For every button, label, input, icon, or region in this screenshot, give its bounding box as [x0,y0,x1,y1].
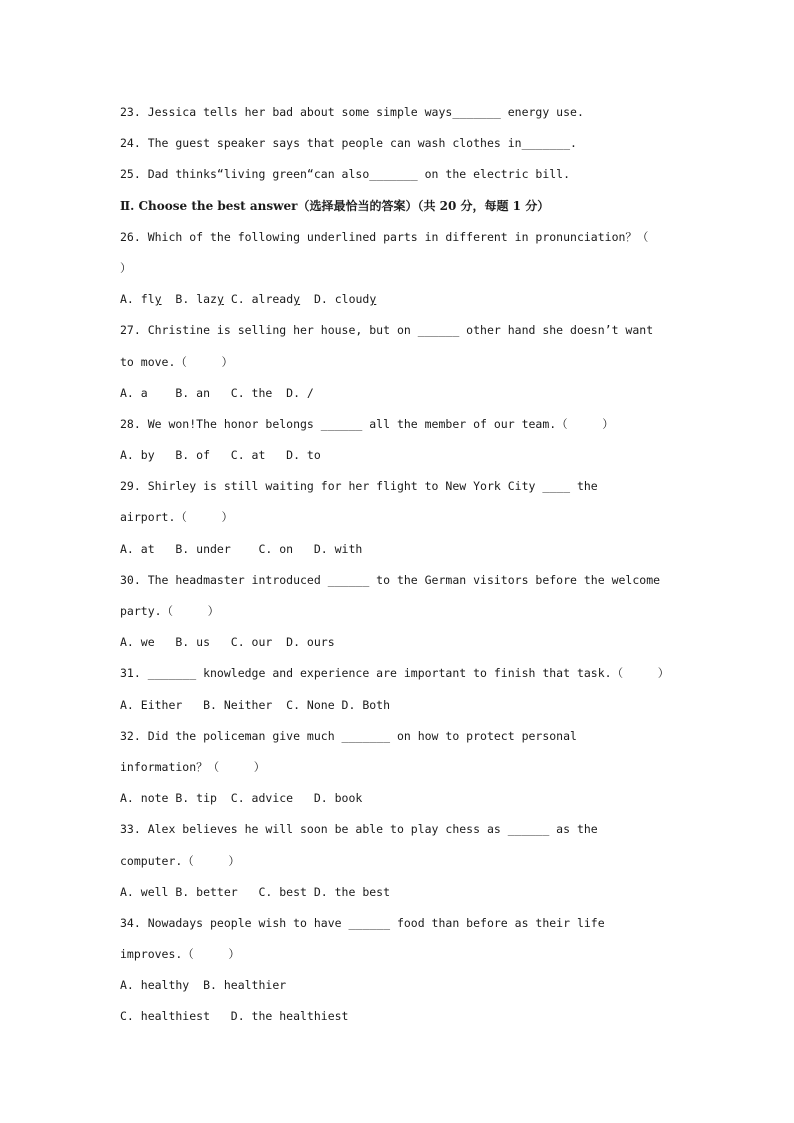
option-a-underlined: y [154,292,162,307]
question-23: 23. Jessica tells her bad about some simple ways_______ energy use. [120,105,584,119]
option-b-post [224,292,231,306]
question-30-line-1: 30. The headmaster introduced ______ to the German visitors before the welcome [120,572,661,587]
question-34-options-row-1: A. healthy B. healthier [120,978,287,993]
question-27-line-2: to move.（ ） [120,354,234,369]
option-d-underlined: y [369,292,377,307]
option-a-pre: A. fl [120,292,155,307]
question-24: 24. The guest speaker says that people can wash clothes in_______. [120,136,577,151]
question-31-options: A. Either B. Neither C. None D. Both [120,697,391,712]
worksheet-page [120,97,680,1033]
question-29-line-1: 29. Shirley is still waiting for her flight to New York City ____ the [120,479,598,494]
option-c-pre: C. alread [230,292,294,307]
question-30-options: A. we B. us C. our D. ours [120,635,335,650]
question-27-options: A. a B. an C. the D. / [120,385,314,400]
question-28-options: A. by B. of C. at D. to [120,448,321,463]
question-32-line-1: 32. Did the policeman give much _______ on how to protect personal [120,728,577,743]
question-30-line-2: party.（ ） [120,604,220,618]
question-33-line-1: 33. Alex believes he will soon be able to play chess as ______ as the [120,822,598,837]
question-25: 25. Dad thinks“living green“can also_______ on the electric bill. [120,167,571,182]
question-31-line-1: 31. _______ knowledge and experience are important to finish that task.（ ） [120,666,670,681]
question-34-line-2: improves.（ ） [120,947,240,962]
question-32-line-2: information？（ ） [120,759,266,774]
option-b-underlined: y [216,292,224,307]
question-29-line-2: airport.（ ） [120,510,234,525]
option-c-underlined: y [293,292,301,307]
question-26-line-2: ） [120,260,132,275]
question-26-options [120,284,680,315]
question-29-options: A. at B. under C. on D. with [120,541,363,556]
option-d-pre: D. cloud [313,292,370,307]
question-33-options: A. well B. better C. best D. the best [120,884,391,899]
question-34-line-1: 34. Nowadays people wish to have ______ food than before as their life [120,915,605,930]
option-b-pre: B. laz [175,292,217,307]
option-a-post [162,292,176,306]
question-32-options: A. note B. tip C. advice D. book [120,791,363,806]
question-28-line-1: 28. We won!The honor belongs ______ all the member of our team.（ ） [120,416,614,431]
question-34-options-row-2: C. healthiest D. the healthiest [120,1009,349,1024]
question-33-line-2: computer.（ ） [120,853,240,868]
question-26-line-1: 26. Which of the following underlined parts in different in pronunciation？（ [120,229,649,244]
option-c-post [300,292,314,306]
section-title: Ⅱ. Choose the best answer（选择最恰当的答案）（共 20 分，每题 1 分） [120,198,550,213]
question-27-line-1: 27. Christine is selling her house, but on ______ other hand she doesn’t want [120,323,654,338]
